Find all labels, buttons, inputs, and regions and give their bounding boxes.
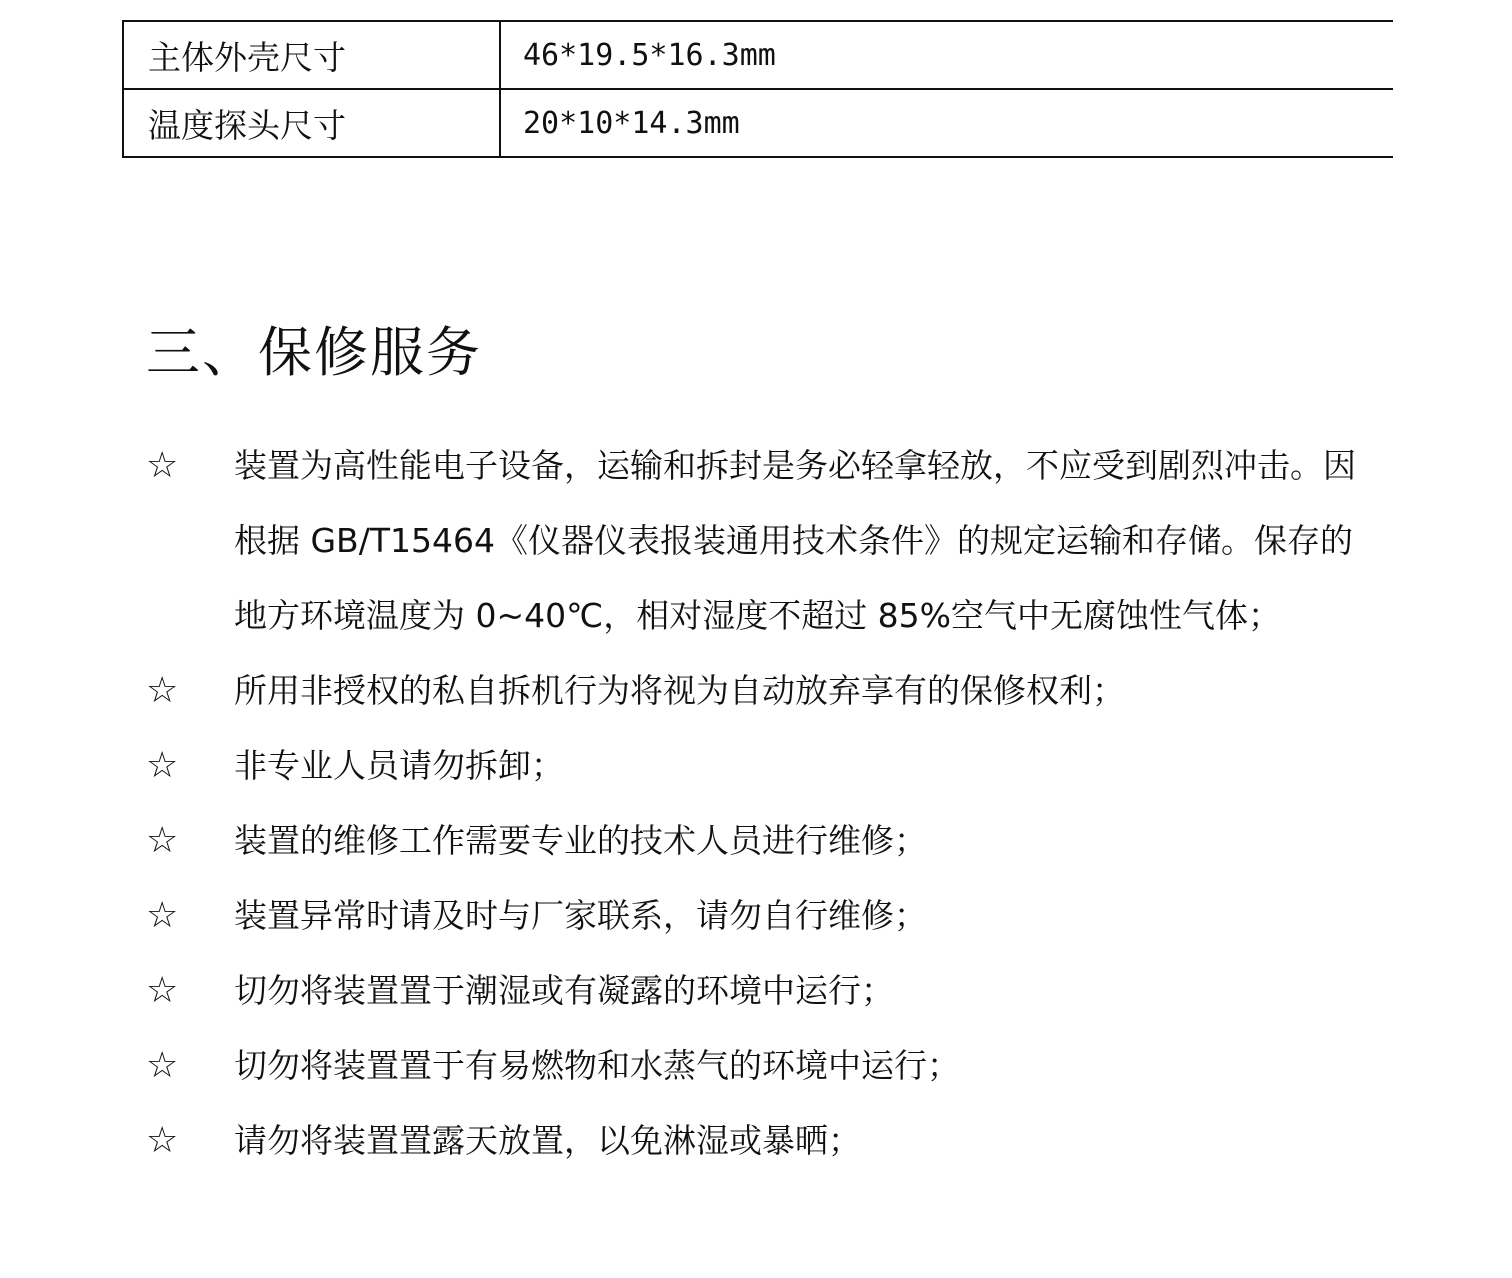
star-icon: ☆	[146, 1120, 179, 1161]
list-item	[146, 953, 1376, 1028]
spec-table	[122, 20, 1393, 158]
list-item	[146, 653, 1376, 728]
star-icon: ☆	[146, 670, 179, 711]
spec-label: 温度探头尺寸	[123, 89, 500, 157]
spec-label: 主体外壳尺寸	[123, 21, 500, 89]
spec-value: 20*10*14.3mm	[500, 89, 1393, 157]
spec-value: 46*19.5*16.3mm	[500, 21, 1393, 89]
note-text: 非专业人员请勿拆卸；	[234, 746, 564, 785]
list-item	[146, 1103, 1376, 1178]
star-icon: ☆	[146, 745, 179, 786]
star-icon: ☆	[146, 895, 179, 936]
star-icon: ☆	[146, 820, 179, 861]
list-item	[146, 878, 1376, 953]
star-icon: ☆	[146, 970, 179, 1011]
note-text: 装置的维修工作需要专业的技术人员进行维修；	[234, 821, 927, 860]
section-heading: 三、保修服务	[146, 321, 482, 384]
star-icon: ☆	[146, 445, 179, 486]
table-row	[123, 89, 1393, 157]
note-text: 请勿将装置置露天放置，以免淋湿或暴晒；	[234, 1121, 861, 1160]
note-text: 切勿将装置置于有易燃物和水蒸气的环境中运行；	[234, 1046, 960, 1085]
star-icon: ☆	[146, 1045, 179, 1086]
list-item	[146, 803, 1376, 878]
note-text: 装置为高性能电子设备，运输和拆封是务必轻拿轻放，不应受到剧烈冲击。因根据 GB/T15464《仪器仪表报装通用技术条件》的规定运输和存储。保存的地方环境温度为 0~40℃，相对湿度不超过 85%空气中无腐蚀性气体；	[234, 446, 1356, 635]
list-item	[146, 428, 1376, 653]
note-text: 切勿将装置置于潮湿或有凝露的环境中运行；	[234, 971, 894, 1010]
note-text: 装置异常时请及时与厂家联系，请勿自行维修；	[234, 896, 927, 935]
warranty-notes-list	[146, 428, 1376, 1178]
note-text: 所用非授权的私自拆机行为将视为自动放弃享有的保修权利；	[234, 671, 1125, 710]
list-item	[146, 728, 1376, 803]
list-item	[146, 1028, 1376, 1103]
table-row	[123, 21, 1393, 89]
